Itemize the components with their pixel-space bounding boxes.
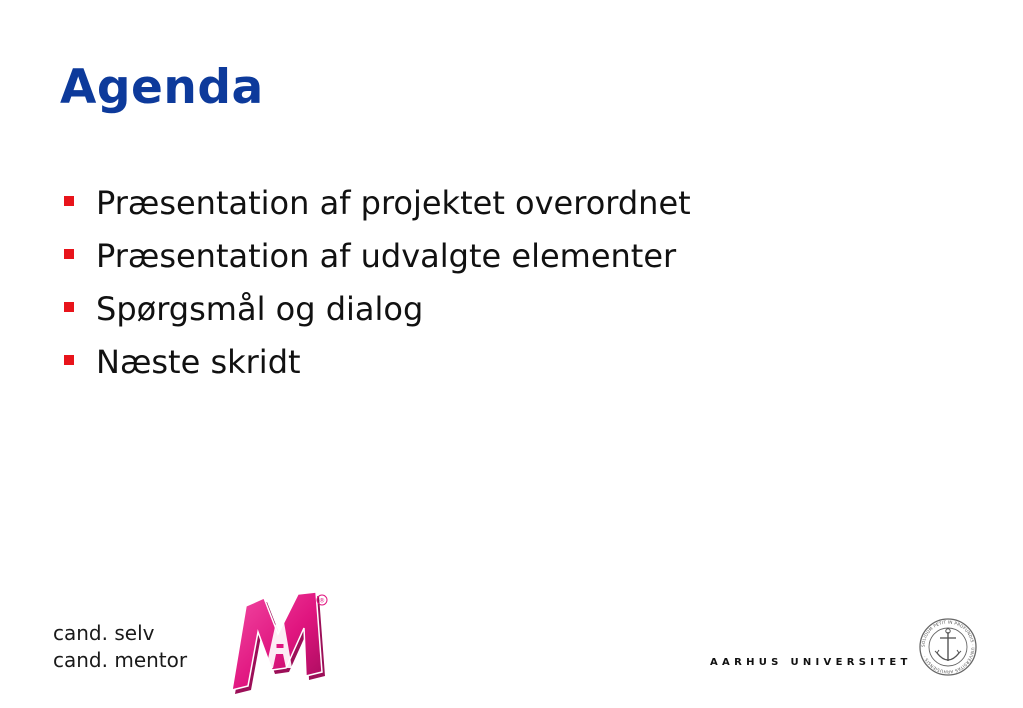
agenda-item bbox=[64, 229, 691, 282]
agenda-list bbox=[64, 176, 691, 388]
agenda-item bbox=[64, 335, 691, 388]
agenda-item-text: Præsentation af udvalgte elementer bbox=[96, 236, 677, 275]
agenda-item bbox=[64, 282, 691, 335]
university-name: AARHUS UNIVERSITET bbox=[710, 657, 912, 668]
bullet-square-icon bbox=[64, 355, 74, 365]
agenda-item-text: Spørgsmål og dialog bbox=[96, 289, 424, 328]
svg-text:SOLIDUM PETIT IN PROFUNDIS · U: SOLIDUM PETIT IN PROFUNDIS · UNIVERSITAS ARHUSIENSIS · bbox=[920, 619, 976, 675]
svg-text:®: ® bbox=[319, 597, 325, 605]
tagline-line-2: cand. mentor bbox=[53, 648, 188, 672]
tagline bbox=[53, 620, 187, 674]
agenda-item-text: Præsentation af projektet overordnet bbox=[96, 183, 691, 222]
agenda-item-text: Næste skridt bbox=[96, 342, 301, 381]
tagline-line-1: cand. selv bbox=[53, 621, 155, 645]
bullet-square-icon bbox=[64, 249, 74, 259]
slide-title: Agenda bbox=[60, 60, 264, 115]
bullet-square-icon bbox=[64, 196, 74, 206]
m-logo-icon bbox=[218, 588, 336, 696]
agenda-item bbox=[64, 176, 691, 229]
bullet-square-icon bbox=[64, 302, 74, 312]
university-seal-icon bbox=[918, 617, 978, 677]
